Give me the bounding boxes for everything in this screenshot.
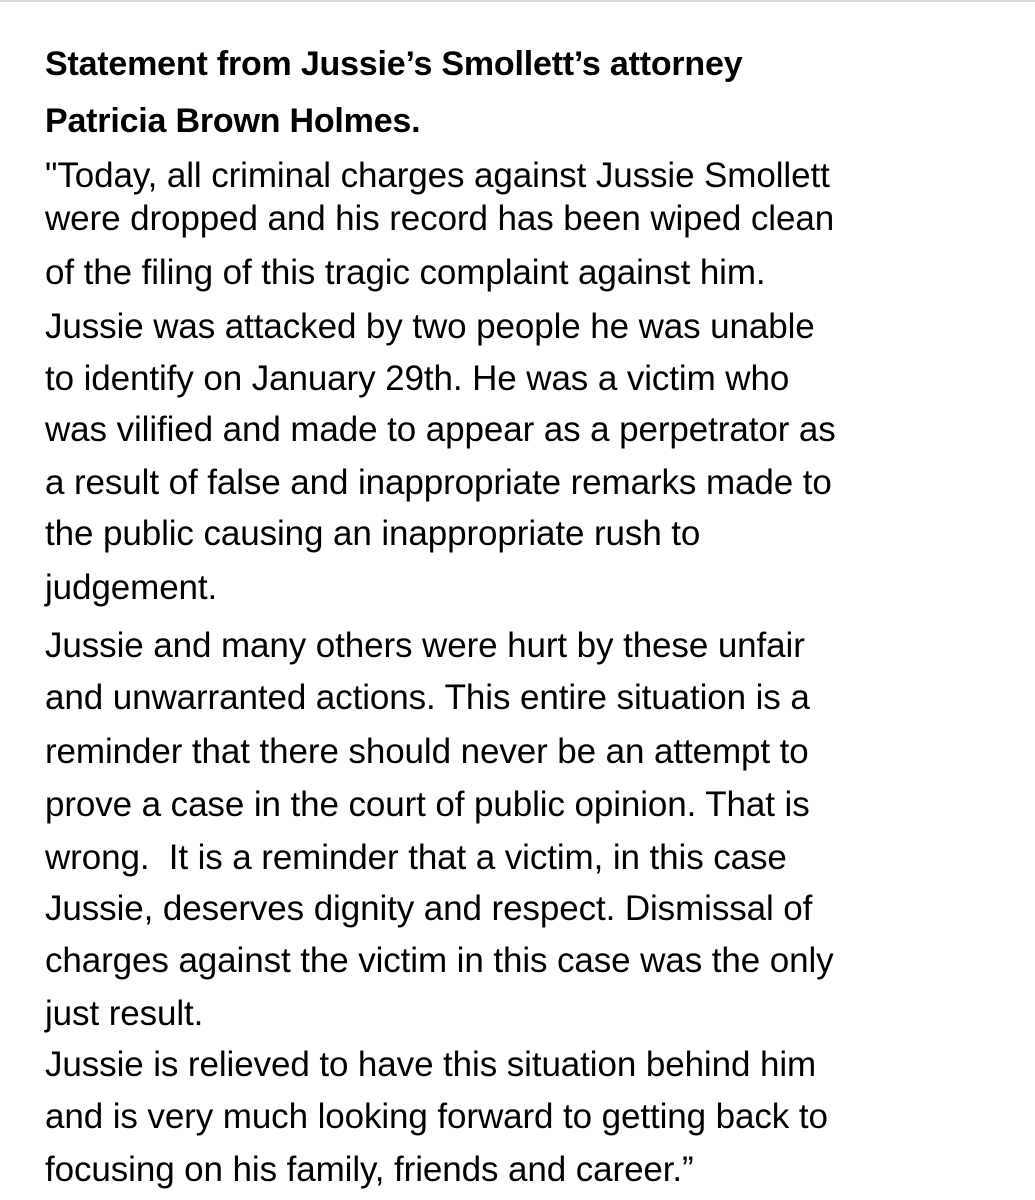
paragraph-line: Jussie, deserves dignity and respect. Dismissal of	[45, 889, 813, 928]
paragraph-line: "Today, all criminal charges against Jussie Smollett	[45, 156, 830, 195]
paragraph-line: judgement.	[45, 568, 218, 607]
statement-title-line-1: Statement from Jussie’s Smollett’s attorney	[45, 45, 743, 83]
paragraph-line: wrong. It is a reminder that a victim, in this case	[45, 838, 787, 877]
paragraph-line: and is very much looking forward to getting back to	[45, 1097, 828, 1136]
paragraph-line: were dropped and his record has been wiped clean	[45, 199, 835, 238]
paragraph-line: to identify on January 29th. He was a victim who	[45, 359, 790, 398]
paragraph-line: reminder that there should never be an attempt to	[45, 732, 809, 771]
paragraph-line: the public causing an inappropriate rush to	[45, 514, 701, 553]
paragraph-line: of the filing of this tragic complaint against him.	[45, 253, 766, 292]
paragraph-line: a result of false and inappropriate remarks made to	[45, 463, 832, 502]
statement-title-line-2: Patricia Brown Holmes.	[45, 102, 421, 140]
paragraph-line: Jussie is relieved to have this situation behind him	[45, 1045, 817, 1084]
paragraph-line: was vilified and made to appear as a perpetrator as	[45, 410, 836, 449]
paragraph-line: charges against the victim in this case was the only	[45, 941, 834, 980]
paragraph-line: prove a case in the court of public opinion. That is	[45, 785, 810, 824]
paragraph-line: focusing on his family, friends and career.”	[45, 1150, 694, 1189]
paragraph-line: and unwarranted actions. This entire situation is a	[45, 678, 810, 717]
paragraph-line: Jussie was attacked by two people he was unable	[45, 307, 815, 346]
paragraph-line: Jussie and many others were hurt by these unfair	[45, 626, 805, 665]
paragraph-line: just result.	[45, 994, 204, 1033]
